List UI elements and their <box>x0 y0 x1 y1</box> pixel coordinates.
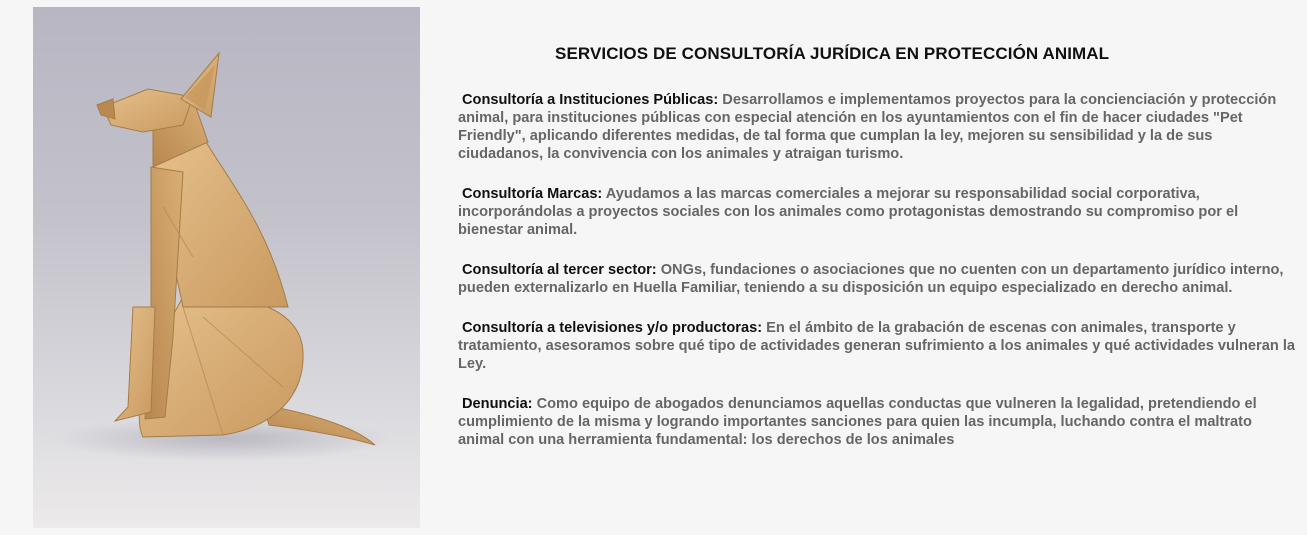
service-third-sector <box>458 261 1298 297</box>
service-description: Como equipo de abogados denunciamos aquellas conductas que vulneren la legalidad, pretendiendo el cumplimiento de la misma y logrando importantes sanciones para quien las incumpla, luchando contra el maltrato animal con una herramienta fundamental: los derechos de los animales <box>458 396 1257 448</box>
page-title: SERVICIOS DE CONSULTORÍA JURÍDICA EN PROTECCIÓN ANIMAL <box>555 44 1110 63</box>
service-television-producers <box>458 319 1298 373</box>
origami-dog-image <box>33 7 420 528</box>
service-label: Consultoría al tercer sector: <box>462 262 657 278</box>
service-brands <box>458 185 1298 239</box>
service-description: Desarrollamos e implementamos proyectos para la concienciación y protección animal, para instituciones públicas con especial atención en los ayuntamientos con el fin de hacer ciudades "Pet Friendly", aplicando diferentes medidas, de tal forma que cumplan la ley, mejoren su sensibilidad y la de sus ciudadanos, la convivencia con los animales y atraigan turismo. <box>458 92 1277 162</box>
service-label: Consultoría a televisiones y/o productoras: <box>462 320 763 336</box>
service-description: Ayudamos a las marcas comerciales a mejorar su responsabilidad social corporativa, incorporándolas a proyectos sociales con los animales como protagonistas demostrando su compromiso por el bienestar animal. <box>458 186 1239 238</box>
service-complaint <box>458 395 1298 449</box>
service-description: ONGs, fundaciones o asociaciones que no cuenten con un departamento jurídico interno, pueden externalizarlo en Huella Familiar, teniendo a su disposición un equipo especializado en derecho animal. <box>458 262 1284 296</box>
service-label: Denuncia: <box>462 396 533 412</box>
services-section <box>458 44 1298 449</box>
origami-dog-icon <box>33 7 420 528</box>
service-label: Consultoría a Instituciones Públicas: <box>462 92 719 108</box>
service-public-institutions <box>458 91 1298 163</box>
service-description: En el ámbito de la grabación de escenas con animales, transporte y tratamiento, asesoramos sobre qué tipo de actividades generan sufrimiento a los animales y qué actividades vulneran la Ley. <box>458 320 1295 372</box>
service-label: Consultoría Marcas: <box>462 186 603 202</box>
